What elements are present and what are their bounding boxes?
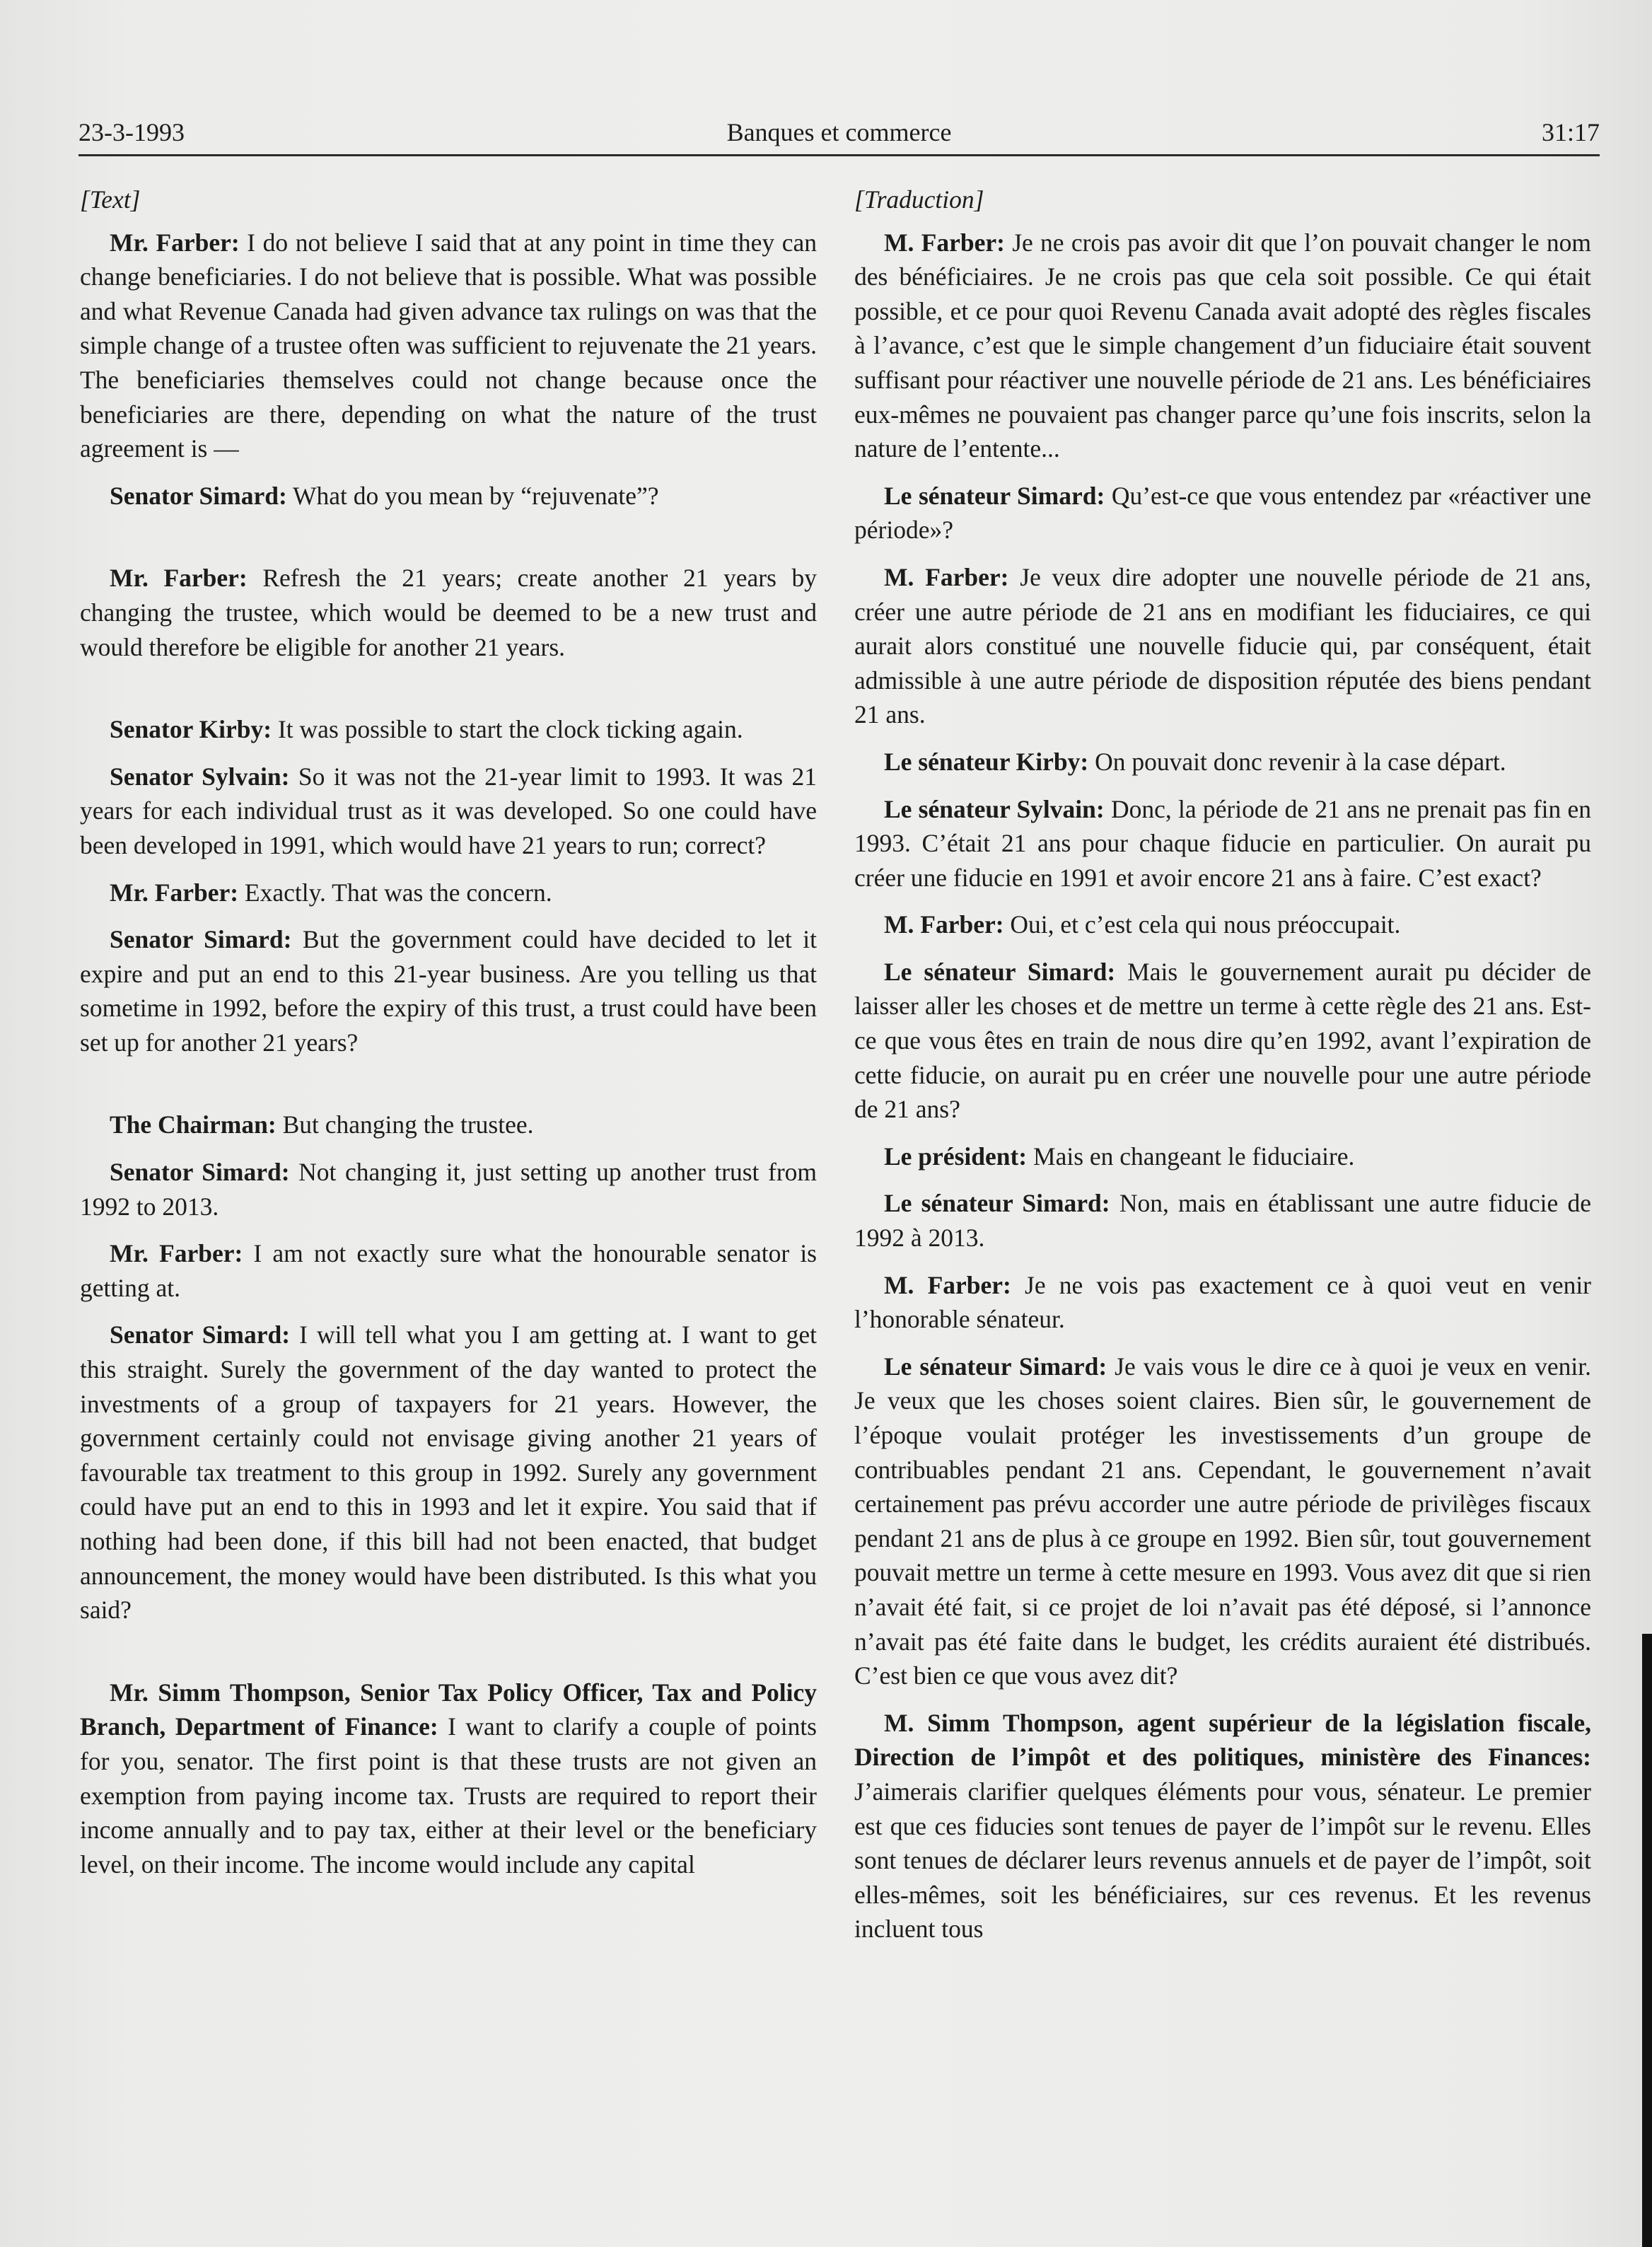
speech-paragraph xyxy=(80,561,817,664)
speech-text: Non, mais en établissant une autre fiducie de 1992 à 2013. xyxy=(854,1189,1591,1253)
speaker: Senator Simard: xyxy=(110,481,287,510)
section-label: [Text] xyxy=(80,185,141,214)
speech-paragraph xyxy=(80,1676,817,1882)
speech-text: Mais en changeant le fiduciaire. xyxy=(1033,1142,1355,1171)
speaker: Le sénateur Simard: xyxy=(884,1352,1107,1381)
speaker: M. Farber: xyxy=(884,228,1005,257)
speaker: Le sénateur Simard: xyxy=(884,481,1105,510)
speech-text: Mais le gouvernement aurait pu décider de laisser aller les choses et de mettre un terme à cette règle des 21 ans. Est-ce que vous êtes en train de nous dire qu’en 1992, avant l’expiration de cette fiducie, on aurait pu en créer une nouvelle pour une autre période de 21 ans? xyxy=(854,957,1591,1124)
speech-paragraph xyxy=(854,1349,1591,1693)
speech-text: Exactly. That was the concern. xyxy=(244,878,552,907)
speaker: Le président: xyxy=(884,1142,1028,1171)
speech-paragraph xyxy=(80,1108,817,1142)
speech-paragraph xyxy=(80,1318,817,1627)
speech-paragraph xyxy=(80,712,817,747)
speech-paragraph xyxy=(854,907,1591,942)
binding-edge xyxy=(1642,1634,1652,2247)
speech-paragraph xyxy=(854,560,1591,732)
speech-paragraph xyxy=(80,876,817,910)
speaker: Mr. Farber: xyxy=(110,564,248,593)
speech-paragraph xyxy=(854,1268,1591,1337)
speech-paragraph xyxy=(80,226,817,466)
speaker: Le sénateur Simard: xyxy=(884,957,1116,986)
speaker: Mr. Farber: xyxy=(110,878,239,907)
speech-text: Refresh the 21 years; create another 21 years by changing the trustee, which would be deemed to be a new trust and would therefore be eligible for another 21 years. xyxy=(80,564,818,661)
speech-text: Je veux dire adopter une nouvelle période de 21 ans, créer une autre période de 21 ans en modifiant les fiduciaires, ce qui aurait alors constitué une nouvelle fiducie qui, par conséquent, était admissible à une autre période de disposition réputée des biens pendant 21 ans. xyxy=(854,562,1591,729)
speech-text: Donc, la période de 21 ans ne prenait pas fin en 1993. C’était 21 ans pour chaque fiducie en particulier. On aurait pu créer une fiducie en 1991 et avoir encore 21 ans à faire. C’est exact? xyxy=(854,794,1592,892)
speaker: M. Farber: xyxy=(884,562,1009,591)
speech-paragraph xyxy=(80,760,817,863)
speaker: The Chairman: xyxy=(110,1110,277,1139)
speech-text: I do not believe I said that at any point in time they can change beneficiaries. I do not believe that is possible. What was possible and what Revenue Canada had given advance tax rulings on was that the simple change of a trustee often was sufficient to rejuvenate the 21 years. The beneficiaries themselves could not change because once the beneficiaries are there, depending on what the nature of the trust agreement is — xyxy=(80,228,818,463)
speech-paragraph xyxy=(854,745,1591,779)
section-label: [Traduction] xyxy=(854,185,984,214)
header-page-number: 31:17 xyxy=(1541,118,1600,146)
speech-paragraph xyxy=(80,1236,817,1305)
speech-text: Qu’est-ce que vous entendez par «réactiver une période»? xyxy=(854,481,1592,545)
speech-text: Je vais vous le dire ce à quoi je veux en venir. Je veux que les choses soient claires. Bien sûr, le gouvernement de l’époque voulait protéger les investissements d’un groupe de contribuables pendant 21 ans. Cependant, le gouvernement n’avait certainement pas prévu accorder une autre période de privilèges fiscaux pendant 21 ans de plus à ce groupe en 1992. Bien sûr, tout gouvernement pouvait mettre un terme à cette mesure en 1993. Vous avez dit que si rien n’avait été fait, si ce projet de loi n’avait pas été déposé, si l’annonce n’avait pas été faite dans le budget, les crédits auraient été distribués. C’est bien ce que vous avez dit? xyxy=(854,1352,1592,1690)
speaker: Senator Simard: xyxy=(110,1158,290,1187)
speech-text: So it was not the 21-year limit to 1993. It was 21 years for each individual trust as it was developed. So one could have been developed in 1991, which would have 21 years to run; correct? xyxy=(80,762,818,859)
speaker: M. Simm Thompson, agent supérieur de la législation fiscale, Direction de l’impôt et des politiques, ministère des Finances: xyxy=(854,1708,1591,1772)
speech-text: It was possible to start the clock ticking again. xyxy=(277,715,743,744)
speaker: Senator Kirby: xyxy=(110,715,272,744)
speaker: Mr. Simm Thompson, Senior Tax Policy Officer, Tax and Policy Branch, Department of Finance: xyxy=(80,1678,817,1741)
speaker: Le sénateur Sylvain: xyxy=(884,794,1105,823)
speech-text: I will tell what you I am getting at. I want to get this straight. Surely the government of the day wanted to protect the investments of a group of taxpayers for 21 years. However, the government certainly could not envisage giving another 21 years of favourable tax treatment to this group in 1992. Surely any government could have put an end to this in 1993 and let it expire. You said that if nothing had been done, if this bill had not been enacted, that budget announcement, the money would have been distributed. Is this what you said? xyxy=(80,1320,817,1625)
speech-text: J’aimerais clarifier quelques éléments pour vous, sénateur. Le premier est que ces fiducies sont tenues de payer de l’impôt sur le revenu. Elles sont tenues de déclarer leurs revenus annuels et de payer de l’impôt, soit elles-mêmes, soit les bénéficiaires, sur ces revenus. Et les revenus incluent tous xyxy=(854,1777,1591,1944)
speaker: M. Farber: xyxy=(884,910,1004,939)
speech-text: On pouvait donc revenir à la case départ. xyxy=(1095,747,1506,776)
speech-paragraph xyxy=(854,1139,1591,1174)
speaker: M. Farber: xyxy=(884,1270,1011,1299)
speaker: Mr. Farber: xyxy=(110,1239,243,1268)
speech-text: I am not exactly sure what the honourable senator is getting at. xyxy=(80,1239,817,1302)
speech-paragraph xyxy=(80,1155,817,1224)
speech-paragraph xyxy=(80,922,817,1059)
speech-paragraph xyxy=(80,479,817,513)
header-date: 23-3-1993 xyxy=(78,118,185,146)
speech-paragraph xyxy=(854,792,1591,895)
speech-paragraph xyxy=(854,955,1591,1127)
speaker: Le sénateur Kirby: xyxy=(884,747,1089,776)
speech-paragraph xyxy=(854,226,1591,466)
speaker: Le sénateur Simard: xyxy=(884,1189,1110,1218)
speaker: Senator Sylvain: xyxy=(110,762,290,791)
speech-paragraph xyxy=(854,479,1591,547)
speech-paragraph xyxy=(854,1186,1591,1255)
speaker: Mr. Farber: xyxy=(110,228,240,257)
speech-text: But changing the trustee. xyxy=(282,1110,534,1139)
speech-text: Oui, et c’est cela qui nous préoccupait. xyxy=(1010,910,1401,939)
french-column xyxy=(854,182,1591,1959)
speech-paragraph xyxy=(854,1706,1591,1946)
english-column xyxy=(80,182,817,1894)
speech-text: I want to clarify a couple of points for you, senator. The first point is that these trusts are not given an exemption from paying income tax. Trusts are required to report their income annually and to pay tax, either at their level or the beneficiary level, on their income. The income would include any capital xyxy=(80,1712,817,1879)
speaker: Senator Simard: xyxy=(110,925,292,954)
speech-text: But the government could have decided to let it expire and put an end to this 21-year business. Are you telling us that sometime in 1992, before the expiry of this trust, a trust could have been set up for another 21 years? xyxy=(80,925,817,1057)
speech-text: Not changing it, just setting up another trust from 1992 to 2013. xyxy=(80,1158,818,1221)
speech-text: Je ne crois pas avoir dit que l’on pouvait changer le nom des bénéficiaires. Je ne crois pas que cela soit possible. Ce qui était possible, et ce pour quoi Revenu Canada avait adopté des règles fiscales à l’avance, c’est que le simple changement d’un fiduciaire était souvent suffisant pour réactiver une nouvelle période de 21 ans. Les bénéficiaires eux-mêmes ne pouvaient pas changer parce qu’une fois inscrits, selon la nature de l’entente... xyxy=(854,228,1592,463)
speaker: Senator Simard: xyxy=(110,1320,291,1349)
header-rule xyxy=(78,154,1600,156)
header-title: Banques et commerce xyxy=(726,118,952,146)
page-header xyxy=(78,117,1600,156)
speech-text: What do you mean by “rejuvenate”? xyxy=(293,481,659,510)
speech-text: Je ne vois pas exactement ce à quoi veut en venir l’honorable sénateur. xyxy=(854,1270,1592,1334)
